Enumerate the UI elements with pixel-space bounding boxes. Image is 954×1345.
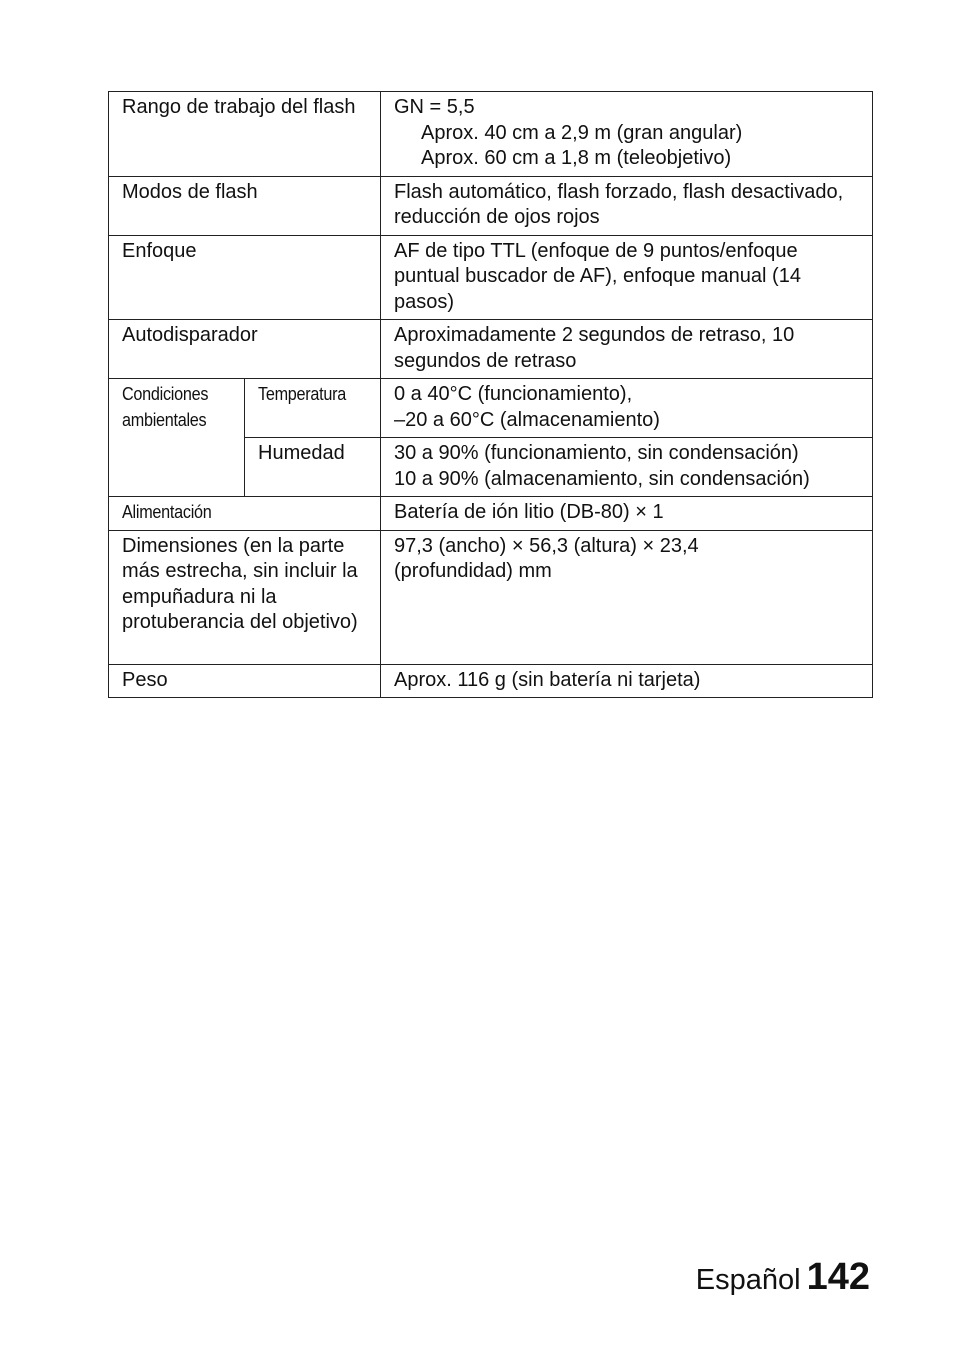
- humidity-label: Humedad: [258, 442, 345, 464]
- spec-row-focus: [109, 235, 873, 320]
- temperature-label: Temperatura: [258, 384, 346, 404]
- weight-label: Peso: [122, 668, 168, 691]
- footer-language: Español: [695, 1264, 801, 1296]
- spec-row-dimensions: [109, 530, 873, 664]
- spec-label: [109, 176, 381, 235]
- weight-value: Aprox. 116 g (sin batería ni tarjeta): [394, 668, 701, 691]
- spec-value: [381, 497, 873, 531]
- spec-row-self-timer: [109, 320, 873, 379]
- spec-value: [381, 320, 873, 379]
- self-timer-label: Autodisparador: [122, 324, 258, 346]
- flash-modes-label: Modos de flash: [122, 180, 258, 203]
- power-value: Batería de ión litio (DB-80) × 1: [394, 501, 664, 523]
- dimensions-value: 97,3 (ancho) × 56,3 (altura) × 23,4 (profundidad) mm: [394, 534, 699, 582]
- page-footer: [696, 1256, 870, 1299]
- temperature-operating: 0 a 40°C (funcionamiento),: [394, 383, 633, 405]
- spec-value: [381, 92, 873, 177]
- flash-range-tele: Aprox. 60 cm a 1,8 m (teleobjetivo): [421, 147, 732, 169]
- humidity-storage: 10 a 90% (almacenamiento, sin condensación): [394, 467, 810, 490]
- focus-label: Enfoque: [122, 239, 197, 262]
- spec-value: [381, 438, 873, 497]
- power-label: Alimentación: [122, 502, 212, 522]
- spec-row-temperature: [109, 379, 873, 438]
- page-number: 142: [806, 1256, 870, 1298]
- spec-value: [381, 379, 873, 438]
- environment-label-line2: ambientales: [122, 409, 207, 430]
- self-timer-value: Aproximadamente 2 segundos de retraso, 10 segundos de retraso: [394, 324, 795, 372]
- spec-label: [109, 497, 381, 531]
- humidity-operating: 30 a 90% (funcionamiento, sin condensación): [394, 442, 799, 464]
- environment-label-line1: Condiciones: [122, 384, 209, 404]
- spec-sublabel: [245, 438, 381, 497]
- spec-label: [109, 379, 245, 497]
- spec-row-power: [109, 497, 873, 531]
- spec-label: [109, 530, 381, 664]
- spec-row-weight: [109, 664, 873, 698]
- spec-sublabel: [245, 379, 381, 438]
- focus-value: AF de tipo TTL (enfoque de 9 puntos/enfoque puntual buscador de AF), enfoque manual (14 pasos): [394, 239, 801, 313]
- dimensions-label: Dimensiones (en la parte más estrecha, sin incluir la empuñadura ni la protuberancia del objetivo): [122, 534, 358, 633]
- spec-label: [109, 235, 381, 320]
- flash-modes-value: Flash automático, flash forzado, flash desactivado, reducción de ojos rojos: [394, 180, 844, 228]
- spec-value: [381, 176, 873, 235]
- spec-label: [109, 664, 381, 698]
- spec-value: [381, 530, 873, 664]
- flash-range-wide: Aprox. 40 cm a 2,9 m (gran angular): [421, 121, 743, 144]
- spec-row-flash-modes: [109, 176, 873, 235]
- spec-row-flash-range: [109, 92, 873, 177]
- spec-value: [381, 664, 873, 698]
- specifications-table: [108, 91, 873, 698]
- spec-label: [109, 92, 381, 177]
- temperature-storage: –20 a 60°C (almacenamiento): [394, 408, 660, 431]
- spec-label: [109, 320, 381, 379]
- flash-range-label: Rango de trabajo del flash: [122, 96, 356, 118]
- flash-range-gn: GN = 5,5: [394, 96, 475, 118]
- spec-value: [381, 235, 873, 320]
